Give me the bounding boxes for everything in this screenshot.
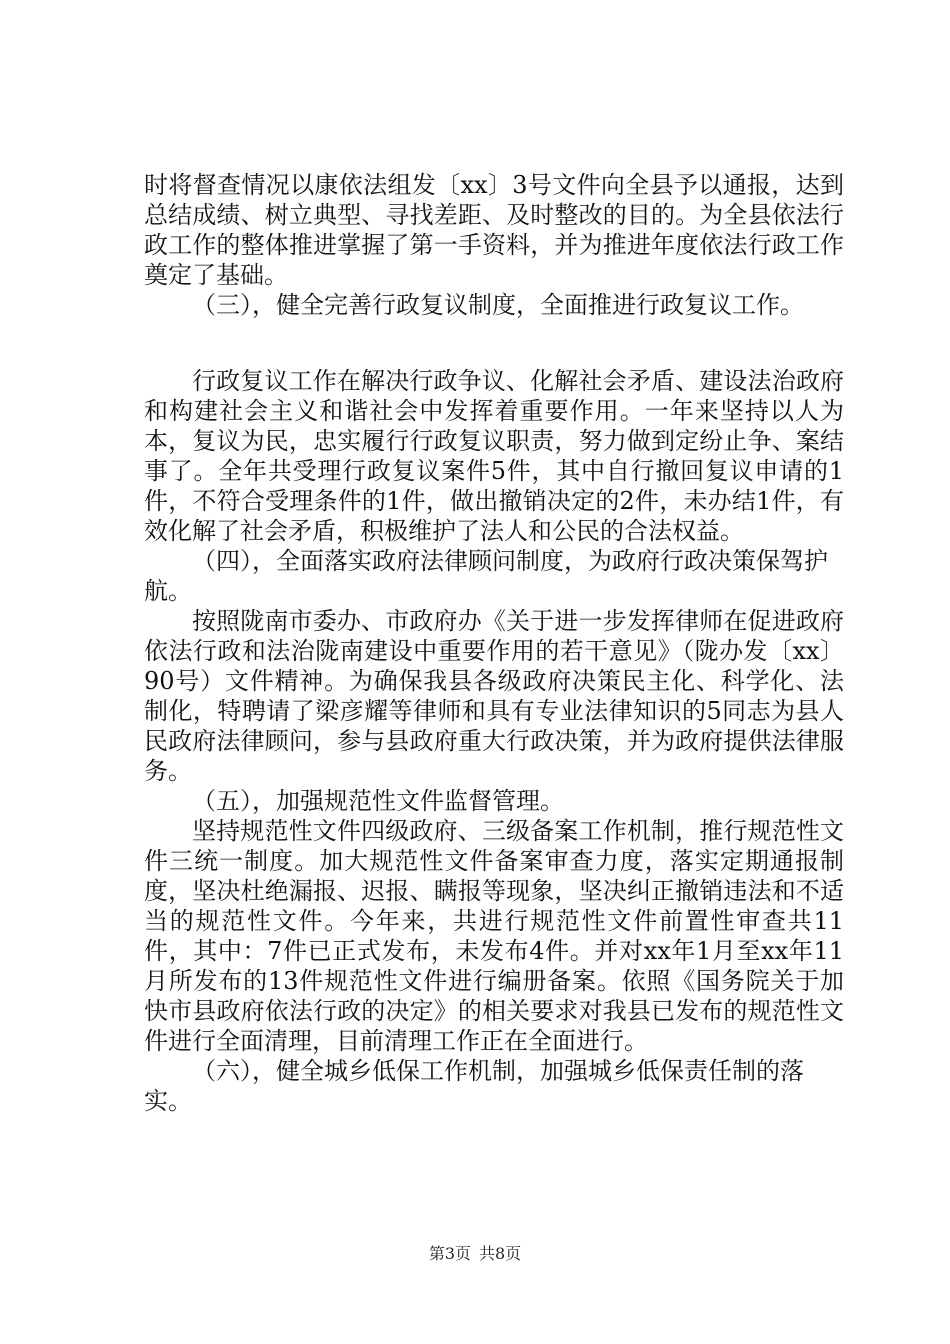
- paragraph-administrative-review: 行政复议工作在解决行政争议、化解社会矛盾、建设法治政府和构建社会主义和谐社会中发挥着重要作用。一年来坚持以人为本，复议为民，忠实履行行政复议职责，努力做到定纷止争、案结事了。全年共受理行政复议案件5件，其中自行撤回复议申请的1件，不符合受理条件的1件，做出撤销决定的2件，未办结1件，有效化解了社会矛盾，积极维护了法人和公民的合法权益。: [144, 367, 844, 545]
- section-heading-5: （五），加强规范性文件监督管理。: [192, 787, 564, 815]
- paragraph-continuation: 时将督查情况以康依法组发〔xx〕3号文件向全县予以通报，达到总结成绩、树立典型、寻找差距、及时整改的目的。为全县依法行政工作的整体推进掌握了第一手资料，并为推进年度依法行政工作奠定了基础。: [144, 171, 844, 289]
- document-body: [144, 170, 844, 1116]
- paragraph-legal-counsel: 按照陇南市委办、市政府办《关于进一步发挥律师在促进政府依法行政和法治陇南建设中重要作用的若干意见》（陇办发〔xx〕90号）文件精神。为确保我县各级政府决策民主化、科学化、法制化，特聘请了梁彦耀等律师和具有专业法律知识的5同志为县人民政府法律顾问，参与县政府重大行政决策，并为政府提供法律服务。: [144, 607, 844, 785]
- page-total: 共8页: [479, 1244, 522, 1263]
- section-heading-6: （六），健全城乡低保工作机制，加强城乡低保责任制的落实。: [144, 1057, 804, 1115]
- page-footer: [0, 1244, 950, 1264]
- page-number: 第3页: [428, 1244, 471, 1263]
- section-heading-4: （四），全面落实政府法律顾问制度，为政府行政决策保驾护航。: [144, 547, 828, 605]
- section-heading-3: （三），健全完善行政复议制度，全面推进行政复议工作。: [192, 291, 804, 319]
- paragraph-normative-documents: 坚持规范性文件四级政府、三级备案工作机制，推行规范性文件三统一制度。加大规范性文件备案审查力度，落实定期通报制度，坚决杜绝漏报、迟报、瞒报等现象，坚决纠正撤销违法和不适当的规范性文件。今年来，共进行规范性文件前置性审查共11件，其中：7件已正式发布，未发布4件。并对xx年1月至xx年11月所发布的13件规范性文件进行编册备案。依照《国务院关于加快市县政府依法行政的决定》的相关要求对我县已发布的规范性文件进行全面清理，目前清理工作正在全面进行。: [144, 817, 844, 1055]
- blank-line: [144, 320, 844, 366]
